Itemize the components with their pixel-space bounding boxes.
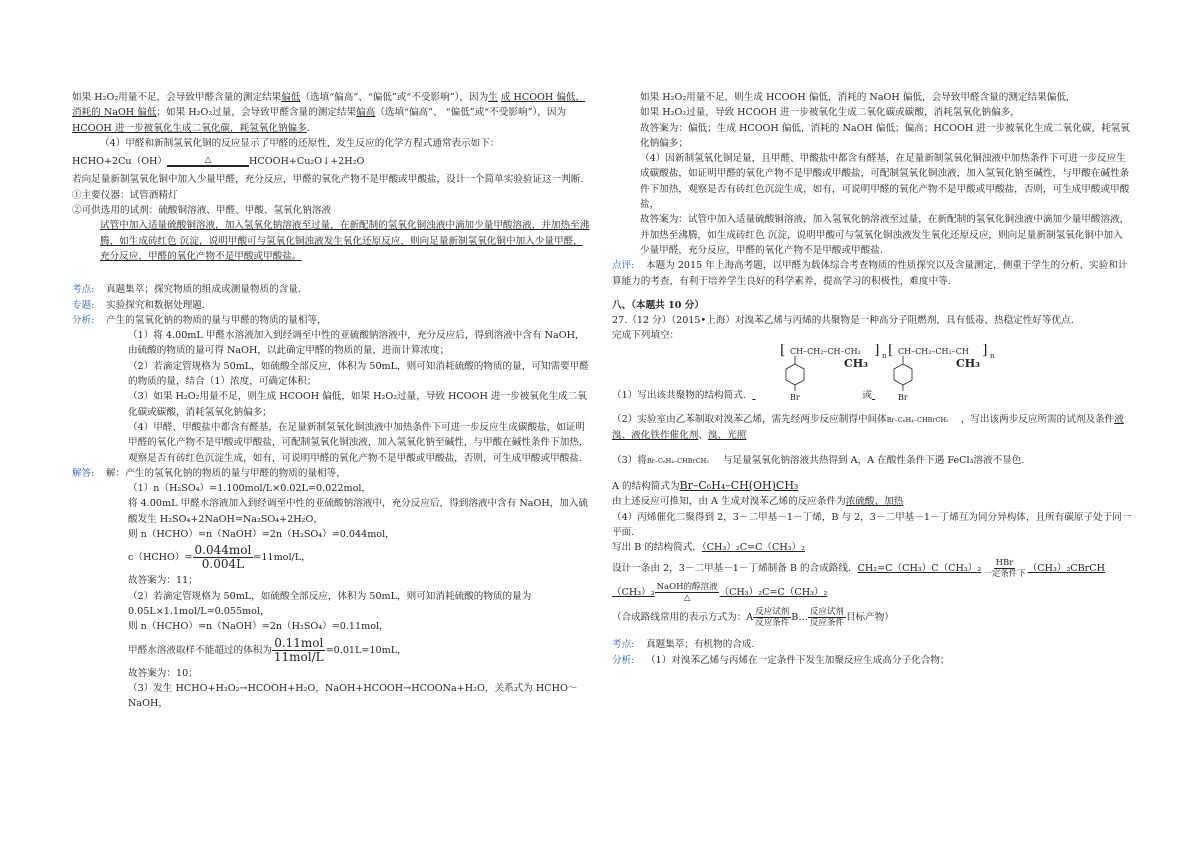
question-stem: 27.（12 分）（2015•上海）对溴苯乙烯与丙烯的共聚物是一种高分子阻燃剂，具有低毒、热稳定性好等优点. — [612, 315, 1074, 327]
text: 产生的氢氧化钠的物质的量与甲醛的物质的量相等， — [106, 314, 327, 326]
reaction-arrow: △ — [167, 155, 249, 168]
paragraph: 若向足量新制氢氧化铜中加入少量甲醛，充分反应，甲醛的氧化产物不是甲酸或甲酸盐，设计一个简单实验验证这一判断. — [72, 174, 584, 186]
answer-blank: （CH₃）₂C=C（CH₃）₂ — [701, 542, 805, 554]
text: 真题集萃；有机物的合成. — [646, 639, 755, 651]
paragraph: 如果 H₂O₂过量，导致 HCOOH 进一步被氧化生成二氧化碳或碳酸，消耗氢氧化钠偏多， — [640, 107, 1020, 119]
bracket-right: ] — [874, 343, 880, 358]
text: B… — [791, 612, 808, 624]
denominator: 11mol/L — [273, 649, 324, 664]
paragraph: 如果 H₂O₂用量不足，则生成 HCOOH 偏低，消耗的 NaOH 偏低，会导致甲醛含量的测定结果偏低， — [640, 92, 1076, 103]
answer-blank: 溴、光照 — [707, 430, 747, 442]
paragraph: （1）n（H₂SO₄）=1.100mol/L×0.02L=0.022mol， — [128, 483, 372, 495]
answer-blank: 偏高 — [356, 107, 376, 119]
paragraph: 则 n（HCHO）=n（NaOH）=2n（H₂SO₄）=0.044mol， — [128, 529, 395, 541]
bracket-right: ] — [982, 343, 988, 358]
text: 目标产物） — [845, 612, 894, 624]
text: “偏低”或“不受影响”），因为 — [445, 107, 567, 119]
paragraph: （2）若滴定管规格为 50mL，如硫酸全部反应，体积为 50mL，则可知消耗硫酸的物质的量为 0.05L×1.1mol/L=0.055mol， — [128, 590, 532, 617]
jieda-row — [72, 466, 592, 481]
paragraph: ②可供选用的试剂：硫酸铜溶液、甲醛、甲酸、氢氧化钠溶液 — [72, 205, 332, 217]
dianping-row — [612, 258, 1132, 289]
kaodian-row — [612, 637, 1132, 652]
methyl-group-2: CH₃ — [956, 356, 980, 370]
fraction — [272, 637, 326, 664]
text: 甲醛水溶液取样不能超过的体积为 — [128, 644, 272, 656]
text: 写出 B 的结构简式． — [612, 542, 702, 554]
answer-blank: （CH₃）₂ — [612, 587, 655, 599]
text: 如果 H₂O₂用量不足，会导致甲醛含量的测定结果 — [72, 92, 282, 103]
subscript-n: n — [990, 351, 995, 360]
answer-blank: 液溴、液化铁作催化剂 — [612, 414, 1124, 442]
label-zhuanti: 专题: — [72, 299, 95, 311]
text: A 的结构简式为 — [612, 480, 680, 492]
polymer-chain-1: CH–CH₂–CH–CH₂ — [790, 346, 861, 356]
paragraph: 完成下列填空： — [612, 330, 680, 342]
label-jieda: 解答: — [72, 467, 95, 479]
denominator: 0.004L — [201, 557, 245, 572]
question-part-3 — [612, 453, 1132, 469]
text: ，写出该两步反应所需的试剂及条件 — [960, 414, 1115, 426]
paragraph: （3）发生 HCHO+H₂O₂→HCOOH+H₂O，NaOH+HCOOH→HCOONa+H₂O，关系式为 HCHO～NaOH， — [128, 682, 578, 710]
numerator: 0.11mol — [274, 635, 324, 650]
bracket-left: [ — [780, 343, 786, 358]
text: 由上述反应可推知，由 A 生成对溴苯乙烯的反应条件为 — [612, 496, 846, 508]
paragraph: ①主要仪器：试管酒精灯 — [72, 189, 178, 201]
right-column — [612, 90, 1132, 668]
text: =11mol/L， — [253, 552, 311, 564]
text: （选填“偏高”、“偏低”或“不受影响”），因为 — [300, 92, 489, 103]
left-column — [72, 90, 592, 711]
text: 设计一条由 2，3－二甲基－1－丁烯制备 B 的合成路线． — [612, 563, 858, 575]
reaction-arrow: HBr 一定条件下 — [983, 558, 1026, 580]
question-part-2 — [612, 412, 1132, 444]
bracket-left: [ — [888, 343, 894, 358]
equation-right: HCOOH+Cu₂O↓+2H₂O — [249, 156, 365, 168]
methyl-group-1: CH₃ — [844, 356, 868, 370]
intermediate-structure: Br–C₆H₄–CHBrCH₃ — [646, 456, 709, 465]
answer-blank: 浓硫酸、加热 — [845, 496, 904, 508]
subscript-n: n — [882, 351, 887, 360]
answer-blank: Br–C₆H₄–CH(OH)CH₃ — [679, 478, 799, 492]
answer-blank: 成 HCOOH 偏低，消耗的 NaOH 偏低 — [72, 92, 586, 119]
text: （1）写出该共聚物的结构简式． — [612, 389, 753, 401]
paragraph: （1）将 4.00mL 甲醛水溶液加入到经调至中性的亚硫酸钠溶液中，充分反应后，得到溶液中含有 NaOH，由硫酸的物质的量可得 NaOH，以此确定甲醛的物质的量，进而计算浓度； — [128, 330, 585, 357]
text: 本题为 2015 年上海高考题，以甲醛为载体综合考查物质的性质探究以及含量测定，侧重于学生的分析、实验和计算能力的考查，有利于培养学生良好的科学素养，提高学习的积极性，难度中等. — [612, 260, 1128, 287]
question-part-3-answer — [612, 478, 1132, 494]
label-fenxi: 分析: — [612, 654, 635, 666]
equation-row — [72, 544, 592, 571]
text: 、 — [698, 430, 708, 442]
question-part-4: （4）丙烯催化二聚得到 2，3－二甲基－1－丁烯，B 与 2，3－二甲基－1－丁烯互为同分异构体，且所有碳原子处于同一平面. — [612, 511, 1132, 538]
answer-blank: CH₂=C（CH₃）C（CH₃）₂ — [857, 563, 982, 575]
text: 与足量氢氧化钠溶液共热得到 A，A 在酸性条件下遇 FeCl₃溶液不显色. — [722, 454, 1025, 466]
kaodian-row — [72, 282, 592, 297]
paragraph: 故答案为：试管中加入适量硫酸铜溶液，加入氢氧化钠溶液至过量，在新配制的氢氧化铜浊液中滴加少量甲酸溶液，并加热至沸腾，如生成砖红色 沉淀，说明甲酸可与氢氧化铜浊液发生氧化还原反应，则向足量新制氢氧化铜中加入少量甲醛，充分反应，甲醛的氧化产物不是甲酸或甲酸盐. — [640, 214, 1130, 256]
text: 真题集萃；探究物质的组成或测量物质的含量. — [106, 284, 301, 296]
text: 实验探究和数据处理题. — [106, 299, 205, 311]
paragraph: （3）如果 H₂O₂用量不足，则生成 HCOOH 偏低，如果 H₂O₂过量，导致 HCOOH 进一步被氧化生成二氧化碳或碳酸，消耗氢氧化钠偏多； — [128, 391, 587, 418]
synthesis-route-row-1 — [612, 558, 1132, 579]
fraction — [193, 544, 254, 571]
question-part-3-cond — [612, 494, 1132, 509]
paragraph: （4）甲醛和新制氢氧化铜的反应显示了甲醛的还原性，发生反应的化学方程式通常表示如下： — [100, 137, 500, 149]
paragraph: 则 n（HCHO）=n（NaOH）=2n（H₂SO₄）=0.11mol， — [128, 621, 389, 633]
paragraph: 故答案为：偏低；生成 HCOOH 偏低，消耗的 NaOH 偏低；偏高；HCOOH 进一步被氧化生成二氧化碳，耗氢氧化钠偏多； — [640, 122, 1130, 149]
paragraph: （4）甲醛、甲酸盐中都含有醛基，在足量新制氢氧化铜浊液中加热条件下可进一步反应生成碳酸盐，如证明甲醛的氧化产物不是甲酸或甲酸盐，可配制氢氧化铜浊液，加入氢氧化钠至碱性，与甲酸在碱性条件下加热，观察是否有砖红色沉淀生成，如有，可说明甲醛的氧化产物不是甲酸或甲酸盐，否则，可生成甲酸或甲酸盐. — [128, 421, 589, 464]
text: （2）实验室由乙苯制取对溴苯乙烯，需先经两步反应制得中间体 — [612, 414, 887, 426]
label-kaodian: 考点: — [72, 284, 95, 296]
text: ；如果 H₂O₂过量，会导致甲醛含量的测定结果 — [156, 107, 357, 119]
bromine-label-2: Br — [898, 392, 908, 402]
equation-row — [72, 637, 592, 664]
intermediate-structure: Br–C₆H₄–CHBrCH₃ — [886, 416, 949, 425]
route-notation — [612, 607, 1132, 628]
fenxi-row — [72, 313, 592, 328]
polymer-chain-2: CH–CH₂–CH₂–CH — [898, 346, 969, 356]
polymer-structure-svg — [612, 344, 1132, 406]
text: （选填“偏高”、 — [375, 107, 443, 119]
text: 解：产生的氢氧化钠的物质的量与甲醛的物质的量相等， — [106, 467, 346, 479]
reaction-arrow: 反应试剂 反应条件 — [809, 607, 844, 629]
paragraph: 故答案为：10； — [128, 667, 198, 679]
label-kaodian: 考点: — [612, 639, 635, 651]
reaction-arrow: 反应试剂 反应条件 — [755, 607, 790, 629]
polymer-structures — [612, 344, 1132, 406]
label-fenxi: 分析: — [72, 314, 95, 326]
zhuanti-row — [72, 298, 592, 313]
label-dianping: 点评: — [612, 260, 635, 272]
reaction-arrow: NaOH的醇溶液 △ — [656, 582, 718, 604]
question-part-4-b — [612, 540, 1132, 555]
text: （合成路线常用的表示方式为：A — [612, 612, 754, 624]
numerator: 0.044mol — [194, 543, 252, 558]
paragraph: 故答案为：11； — [128, 575, 198, 587]
paragraph: （4）因新制氢氧化铜足量，且甲醛、甲酸盐中都含有醛基，在足量新制氢氧化铜浊液中加热条件下可进一步反应生成碳酸盐，如证明甲醛的氧化产物不是甲酸或甲酸盐，可配制氢氧化铜浊液，加入氢氧化钠至碱性，与甲酸在碱性条件下加热，观察是否有砖红色沉淀生成，如有，可说明甲醛的氧化产物不是甲酸或甲酸盐，否则，可生成甲酸或甲酸盐， — [640, 153, 1130, 211]
paragraph: 将 4.00mL 甲醛水溶液加入到经调至中性的亚硫酸钠溶液中，充分反应后，得到溶液中含有 NaOH，加入硫酸发生 H₂SO₄+2NaOH=Na₂SO₄+2H₂O， — [128, 498, 589, 525]
paragraph: （2）若滴定管规格为 50mL，如硫酸全部反应，体积为 50mL，则可知消耗硫酸的物质的量，可知需要甲醛的物质的量，结合（1）浓度，可确定体积； — [128, 360, 589, 388]
bromine-label-1: Br — [790, 392, 800, 402]
equation — [72, 154, 592, 169]
section-heading: 八、（本题共 10 分） — [612, 299, 704, 311]
synthesis-route-row-2 — [612, 582, 1132, 603]
text: 或 — [862, 389, 873, 401]
text: =0.01L=10mL， — [325, 644, 407, 656]
answer-paragraph: 试管中加入适量硫酸铜溶液，加入氢氧化钠溶液至过量，在新配制的氢氧化铜浊液中滴加少量甲酸溶液，并加热至沸腾，如生成砖红色 沉淀，说明甲酸可与氢氧化铜浊液发生氧化还原反应，则向足量新制氢氧化铜中加入少量甲醛，充分反应，甲醛的氧化产物不是甲酸或甲酸盐。 — [100, 220, 590, 262]
text: c（HCHO）= — [128, 552, 193, 564]
answer-blank: （CH₃）₂CBrCH — [1027, 563, 1105, 575]
answer-blank: 偏低 — [281, 92, 301, 103]
text: （3）将 — [612, 454, 647, 466]
fenxi-row — [612, 653, 1132, 668]
answer-blank: HCOOH 进一步被氧化生成二氧化碳，耗氢氧化钠偏多 — [72, 122, 307, 134]
answer-blank: （CH₃）₂C=C（CH₃）₂ — [719, 587, 828, 599]
answer-blank: 生 — [488, 92, 498, 103]
text: （1）对溴苯乙烯与丙烯在一定条件下发生加聚反应生成高分子化合物； — [646, 654, 950, 666]
paragraph: 如果 H₂O₂用量不足，会导致甲醛含量的测定结果偏低（选填“偏高”、“偏低”或“不受影响”），因为生 成 HCOOH 偏低，消耗的 NaOH 偏低；如果 H₂O₂过量，会导致甲醛含量的测定结果偏高（选填“偏高”、 “偏低”或“不受影响”），因为HCOOH 进一步被氧化生成二氧化碳，耗氢氧化钠偏多. — [72, 92, 586, 134]
equation-left: HCHO+2Cu（OH） — [72, 156, 168, 168]
